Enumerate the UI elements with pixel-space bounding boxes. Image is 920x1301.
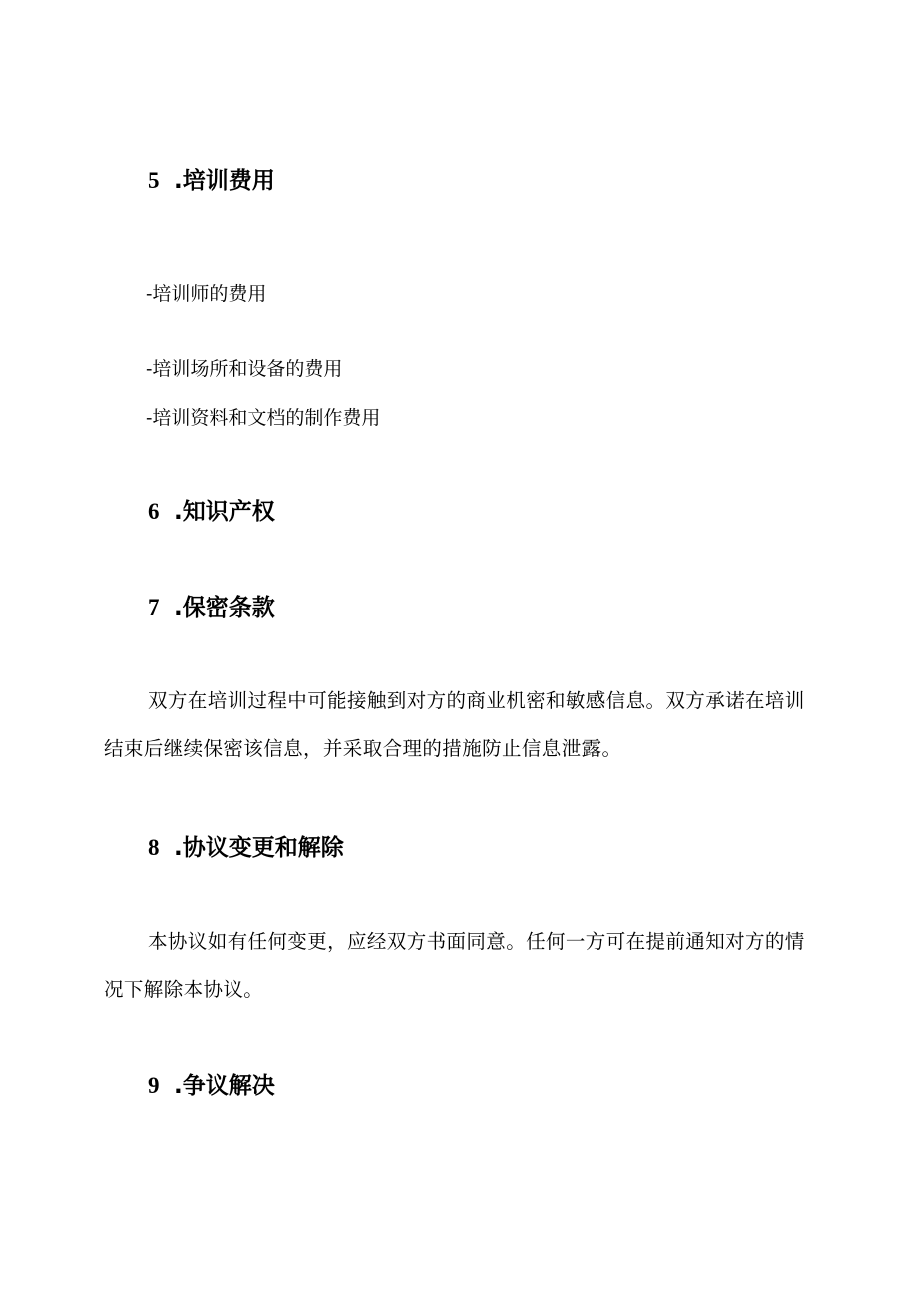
section-number: 8 xyxy=(148,835,160,860)
section-6-heading xyxy=(148,498,275,526)
section-number: 6 xyxy=(148,499,160,524)
section-7-heading xyxy=(148,594,275,622)
section-5-heading xyxy=(148,167,275,195)
section-number: 9 xyxy=(148,1073,160,1098)
section-title: .知识产权 xyxy=(174,499,275,525)
confidentiality-paragraph: 双方在培训过程中可能接触到对方的商业机密和敏感信息。双方承诺在培训结束后继续保密该信息，并采取合理的措施防止信息泄露。 xyxy=(104,689,805,760)
bullet-item: -培训师的费用 xyxy=(146,283,267,305)
bullet-item: -培训资料和文档的制作费用 xyxy=(146,407,381,429)
bullet-item: -培训场所和设备的费用 xyxy=(146,358,343,380)
section-number: 7 xyxy=(148,595,160,620)
section-title: .协议变更和解除 xyxy=(174,835,344,861)
section-title: .保密条款 xyxy=(174,595,275,621)
section-number: 5 xyxy=(148,168,160,193)
section-title: .争议解决 xyxy=(174,1073,275,1099)
section-9-heading xyxy=(148,1072,275,1100)
section-title: .培训费用 xyxy=(174,168,275,194)
section-8-heading xyxy=(148,834,344,862)
amendment-paragraph: 本协议如有任何变更，应经双方书面同意。任何一方可在提前通知对方的情况下解除本协议。 xyxy=(104,930,805,1001)
